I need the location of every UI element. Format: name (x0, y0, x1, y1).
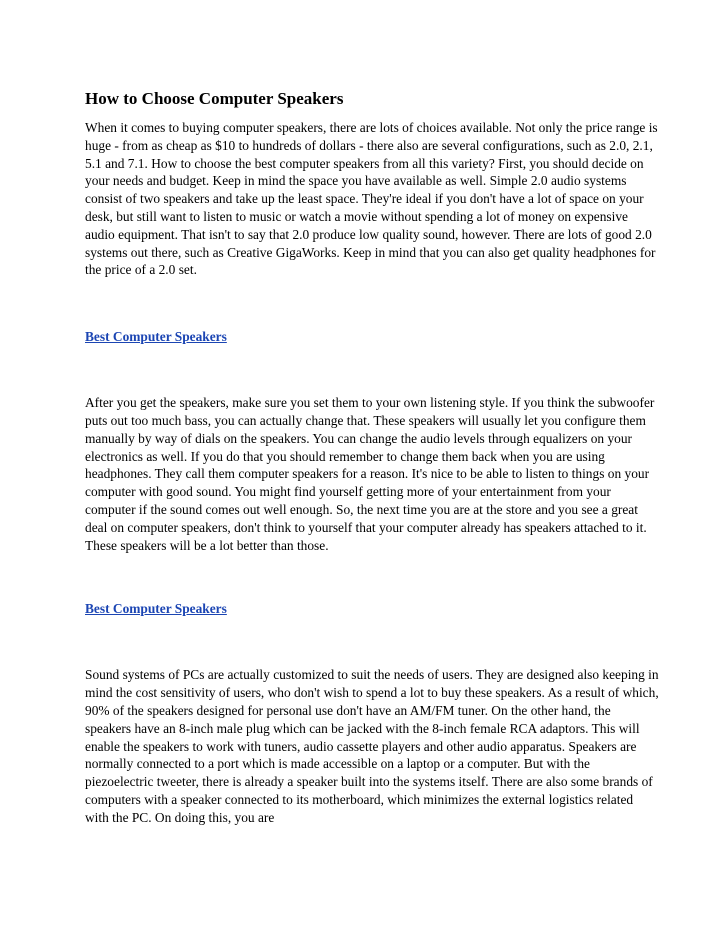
link-block (85, 600, 660, 618)
paragraph-intro: When it comes to buying computer speakers, there are lots of choices available. Not only the price range is huge - from as cheap as $10 to hundreds of dollars - there also are several configurations, such as 2.0, 2.1, 5.1 and 7.1. How to choose the best computer speakers from all this variety? First, you should decide on your needs and budget. Keep in mind the space you have available as well. Simple 2.0 audio systems consist of two speakers and take up the least space. They're ideal if you don't have a lot of space on your desk, but still want to listen to music or watch a movie without spending a lot of money on expensive audio equipment. That isn't to say that 2.0 produce low quality sound, however. There are lots of good 2.0 systems out there, such as Creative GigaWorks. Keep in mind that you can also get quality headphones for the price of a 2.0 set. (85, 120, 658, 278)
best-computer-speakers-link[interactable]: Best Computer Speakers (85, 329, 227, 345)
best-computer-speakers-link[interactable]: Best Computer Speakers (85, 601, 227, 617)
link-block (85, 328, 660, 346)
paragraph-sound-systems: Sound systems of PCs are actually customized to suit the needs of users. They are designed also keeping in mind the cost sensitivity of users, who don't wish to spend a lot to buy these speakers. As a result of which, 90% of the speakers designed for personal use don't have an AM/FM tuner. On the other hand, the speakers have an 8-inch male plug which can be jacked with the 8-inch female RCA adaptors. This will enable the speakers to work with tuners, audio cassette players and other audio apparatus. Speakers are normally connected to a port which is made accessible on a laptop or a computer. But with the piezoelectric tweeter, there is already a speaker built into the systems itself. There are also some brands of computers with a speaker connected to its motherboard, which minimizes the external logistics related with the PC. On doing this, you are (85, 667, 659, 825)
paragraph-setup: After you get the speakers, make sure you set them to your own listening style. If you think the subwoofer puts out too much bass, you can actually change that. These speakers will usually let you configure them manually by way of dials on the speakers. You can change the audio levels through equalizers on your electronics as well. If you do that you should remember to change them back when you are using headphones. They call them computer speakers for a reason. It's nice to be able to listen to things on your computer with good sound. You might find yourself getting more of your entertainment from your computer if the sound comes out well enough. So, the next time you are at the store and you see a great deal on computer speakers, don't think to yourself that your computer already has speakers attached to it. These speakers will be a lot better than those. (85, 395, 655, 553)
article-title: How to Choose Computer Speakers (85, 89, 344, 108)
document-page (85, 88, 660, 827)
